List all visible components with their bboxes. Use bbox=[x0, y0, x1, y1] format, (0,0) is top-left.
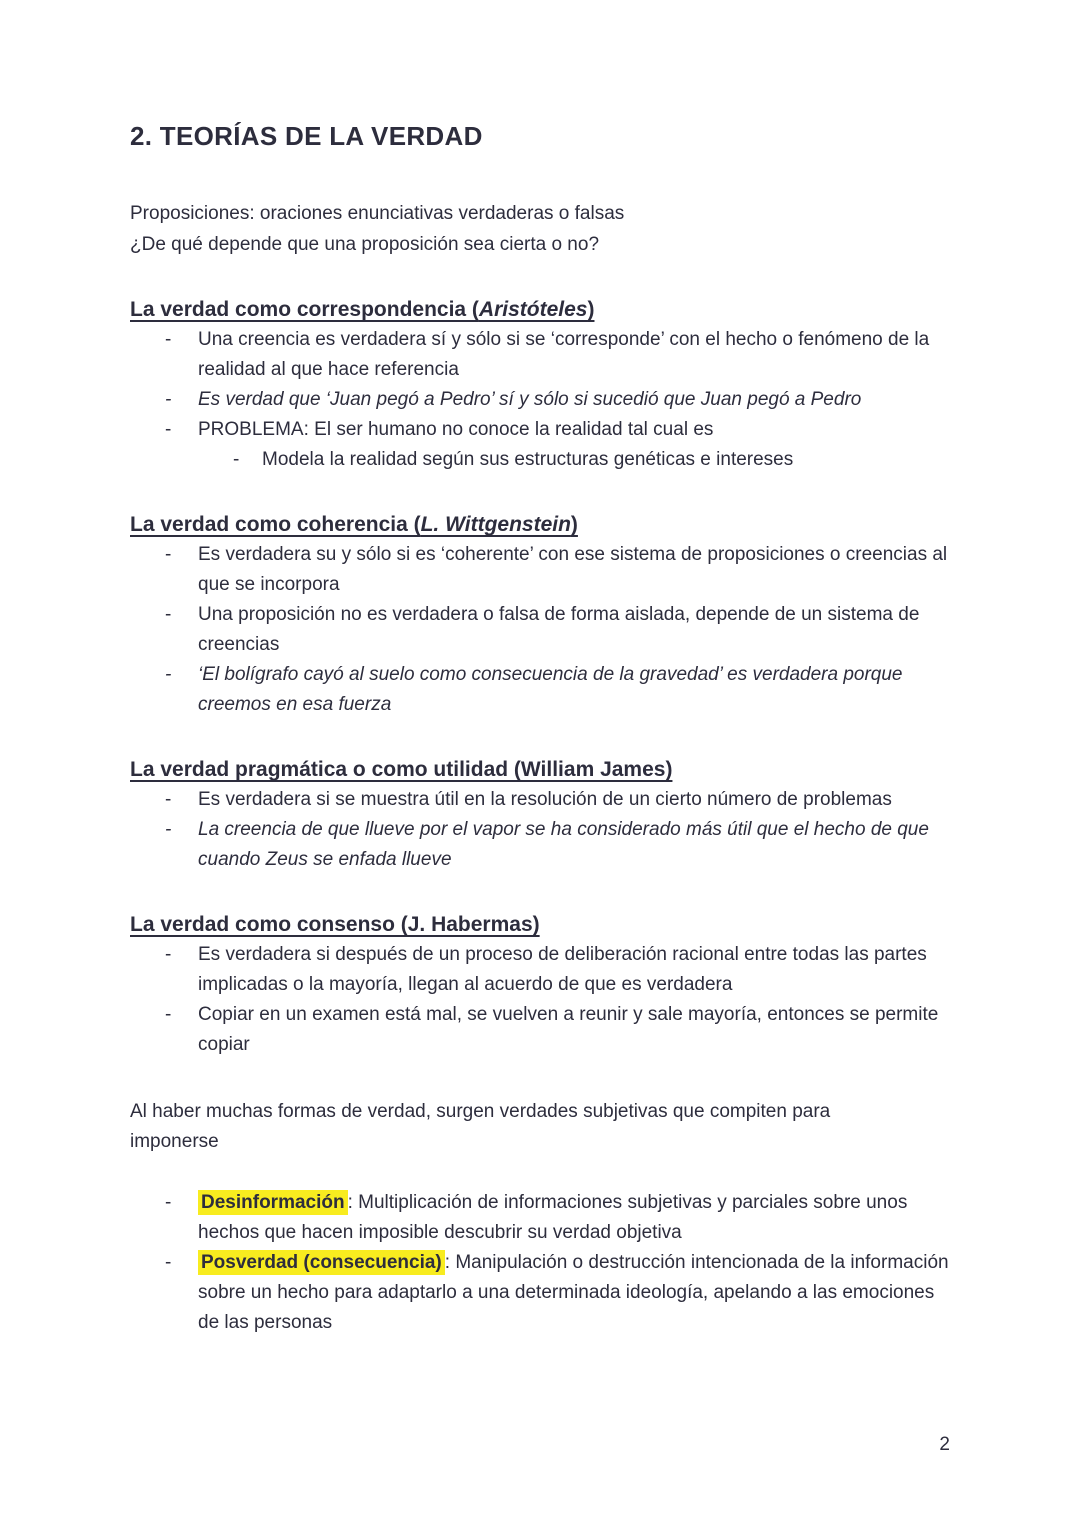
list-item-text: Es verdadera si después de un proceso de deliberación racional entre todas las partes implicadas o la mayoría, llegan al acuerdo de que es verdadera bbox=[198, 944, 927, 996]
list-item bbox=[165, 385, 950, 415]
section bbox=[130, 910, 950, 1060]
list-item bbox=[165, 660, 950, 720]
bullet-dash: - bbox=[165, 604, 172, 626]
list-item-text: Modela la realidad según sus estructuras genéticas e intereses bbox=[262, 449, 794, 471]
list-item-text: Es verdadera si se muestra útil en la resolución de un cierto número de problemas bbox=[198, 789, 892, 811]
section-heading bbox=[130, 910, 950, 940]
intro-line: ¿De qué depende que una proposición sea cierta o no? bbox=[130, 234, 600, 256]
highlight-list-item bbox=[165, 1248, 950, 1338]
section-heading bbox=[130, 510, 950, 540]
bullet-list bbox=[130, 940, 950, 1060]
bullet-list bbox=[130, 325, 950, 475]
highlighted-terms-list bbox=[130, 1188, 950, 1338]
section bbox=[130, 755, 950, 875]
list-item-text: PROBLEMA: El ser humano no conoce la realidad tal cual es bbox=[198, 419, 714, 441]
bullet-dash: - bbox=[165, 664, 172, 686]
section bbox=[130, 295, 950, 475]
intro-line: Proposiciones: oraciones enunciativas verdaderas o falsas bbox=[130, 203, 625, 225]
highlight-list-item bbox=[165, 1188, 950, 1248]
definition-text: : Manipulación o destrucción intencionada de la información sobre un hecho para adaptarlo a una determinada ideología, apelando a las emociones de las personas bbox=[198, 1252, 949, 1334]
section-heading bbox=[130, 295, 950, 325]
list-item-text: La creencia de que llueve por el vapor se ha considerado más útil que el hecho de que cuando Zeus se enfada llueve bbox=[198, 819, 929, 871]
bullet-dash: - bbox=[165, 944, 172, 966]
list-item bbox=[165, 415, 950, 445]
list-item-text: Copiar en un examen está mal, se vuelven a reunir y sale mayoría, entonces se permite copiar bbox=[198, 1004, 939, 1056]
highlighted-term: Posverdad (consecuencia) bbox=[198, 1250, 445, 1275]
bullet-dash: - bbox=[165, 1192, 172, 1214]
highlighted-term: Desinformación bbox=[198, 1190, 348, 1215]
page-number: 2 bbox=[939, 1434, 950, 1455]
list-item-text: Una creencia es verdadera sí y sólo si se ‘corresponde’ con el hecho o fenómeno de la realidad al que hace referencia bbox=[198, 329, 930, 381]
list-item-text: Es verdad que ‘Juan pegó a Pedro’ sí y sólo si sucedió que Juan pegó a Pedro bbox=[198, 389, 862, 411]
bullet-dash: - bbox=[165, 1004, 172, 1026]
bullet-dash: - bbox=[165, 819, 172, 841]
section bbox=[130, 510, 950, 720]
bullet-dash: - bbox=[233, 449, 240, 471]
bullet-dash: - bbox=[165, 1252, 172, 1274]
definition-text: : Multiplicación de informaciones subjetivas y parciales sobre unos hechos que hacen imposible descubrir su verdad objetiva bbox=[198, 1192, 908, 1244]
list-item bbox=[165, 600, 950, 660]
list-item bbox=[165, 785, 950, 815]
list-item bbox=[165, 1000, 950, 1060]
heading-text: La verdad como correspondencia ( bbox=[130, 298, 479, 322]
heading-text: ) bbox=[570, 513, 578, 537]
heading-author-name: L. Wittgenstein bbox=[420, 513, 571, 537]
list-item-text: ‘El bolígrafo cayó al suelo como consecuencia de la gravedad’ es verdadera porque creemos en esa fuerza bbox=[198, 664, 903, 716]
list-item-text: Una proposición no es verdadera o falsa de forma aislada, depende de un sistema de creencias bbox=[198, 604, 920, 656]
closing-paragraph: Al haber muchas formas de verdad, surgen verdades subjetivas que compiten para imponerse bbox=[130, 1101, 831, 1153]
section-heading bbox=[130, 755, 950, 785]
sections-container bbox=[130, 295, 950, 1060]
bullet-dash: - bbox=[165, 789, 172, 811]
list-item bbox=[165, 940, 950, 1000]
heading-author-name: Aristóteles bbox=[478, 298, 588, 322]
list-item bbox=[233, 445, 950, 475]
bullet-dash: - bbox=[165, 544, 172, 566]
page-title: 2. TEORÍAS DE LA VERDAD bbox=[130, 121, 483, 151]
list-item bbox=[165, 540, 950, 600]
list-item bbox=[165, 815, 950, 875]
heading-text: La verdad como coherencia ( bbox=[130, 513, 421, 537]
heading-text: La verdad como consenso (J. Habermas) bbox=[130, 913, 540, 937]
bullet-list bbox=[130, 785, 950, 875]
list-item bbox=[165, 325, 950, 385]
intro-paragraph bbox=[130, 198, 950, 260]
bullet-dash: - bbox=[165, 329, 172, 351]
bullet-dash: - bbox=[165, 389, 172, 411]
heading-text: La verdad pragmática o como utilidad (William James) bbox=[130, 758, 673, 782]
list-item-text: Es verdadera su y sólo si es ‘coherente’ con ese sistema de proposiciones o creencias al que se incorpora bbox=[198, 544, 948, 596]
heading-text: ) bbox=[587, 298, 595, 322]
bullet-list bbox=[130, 540, 950, 720]
bullet-dash: - bbox=[165, 419, 172, 441]
